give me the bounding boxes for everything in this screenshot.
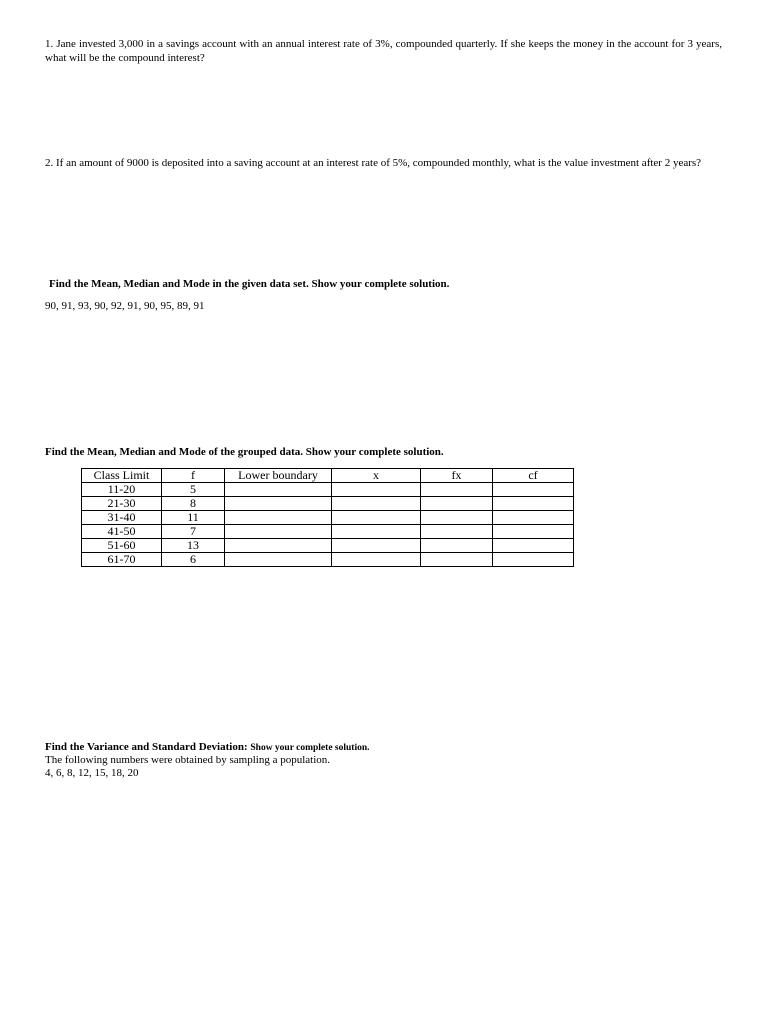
- cf-cell: [493, 539, 574, 553]
- midpoint-cell: [332, 539, 421, 553]
- midpoint-cell: [332, 525, 421, 539]
- frequency-cell: 7: [162, 525, 225, 539]
- fx-cell: [421, 525, 493, 539]
- midpoint-cell: [332, 511, 421, 525]
- cf-cell: [493, 553, 574, 567]
- frequency-cell: 13: [162, 539, 225, 553]
- lower-boundary-cell: [225, 483, 332, 497]
- table-row: [82, 539, 574, 553]
- variance-heading-title: Find the Variance and Standard Deviation:: [45, 741, 248, 753]
- midpoint-cell: [332, 553, 421, 567]
- header-cumulative-frequency: cf: [493, 469, 574, 483]
- table-header-row: [82, 469, 574, 483]
- header-frequency: f: [162, 469, 225, 483]
- frequency-cell: 5: [162, 483, 225, 497]
- lower-boundary-cell: [225, 525, 332, 539]
- lower-boundary-cell: [225, 511, 332, 525]
- frequency-cell: 6: [162, 553, 225, 567]
- question-2: 2. If an amount of 9000 is deposited into a saving account at an interest rate of 5%, compounded monthly, what is the value investment after 2 years?: [45, 157, 702, 169]
- header-lower-boundary: Lower boundary: [225, 469, 332, 483]
- mean-median-mode-heading: Find the Mean, Median and Mode in the given data set. Show your complete solution.: [49, 278, 450, 290]
- cf-cell: [493, 525, 574, 539]
- cf-cell: [493, 483, 574, 497]
- table-row: [82, 511, 574, 525]
- table-row: [82, 525, 574, 539]
- class-limit-cell: 51-60: [82, 539, 162, 553]
- grouped-data-heading: Find the Mean, Median and Mode of the grouped data. Show your complete solution.: [45, 446, 444, 458]
- fx-cell: [421, 497, 493, 511]
- midpoint-cell: [332, 497, 421, 511]
- fx-cell: [421, 483, 493, 497]
- cf-cell: [493, 511, 574, 525]
- class-limit-cell: 31-40: [82, 511, 162, 525]
- grouped-data-table: [81, 468, 574, 567]
- class-limit-cell: 41-50: [82, 525, 162, 539]
- cf-cell: [493, 497, 574, 511]
- class-limit-cell: 61-70: [82, 553, 162, 567]
- header-fx: fx: [421, 469, 493, 483]
- header-midpoint: x: [332, 469, 421, 483]
- table-row: [82, 497, 574, 511]
- variance-heading: [45, 741, 370, 755]
- header-class-limit: Class Limit: [82, 469, 162, 483]
- lower-boundary-cell: [225, 539, 332, 553]
- fx-cell: [421, 553, 493, 567]
- question-1: 1. Jane invested 3,000 in a savings account with an annual interest rate of 3%, compounded quarterly. If she keeps the money in the account for 3 years, what will be the compound interest?: [45, 38, 722, 64]
- variance-data-values: 4, 6, 8, 12, 15, 18, 20: [45, 767, 139, 779]
- table-row: [82, 553, 574, 567]
- class-limit-cell: 11-20: [82, 483, 162, 497]
- table-row: [82, 483, 574, 497]
- lower-boundary-cell: [225, 497, 332, 511]
- frequency-cell: 8: [162, 497, 225, 511]
- class-limit-cell: 21-30: [82, 497, 162, 511]
- frequency-cell: 11: [162, 511, 225, 525]
- fx-cell: [421, 539, 493, 553]
- variance-heading-note: Show your complete solution.: [250, 743, 370, 753]
- fx-cell: [421, 511, 493, 525]
- midpoint-cell: [332, 483, 421, 497]
- variance-description: The following numbers were obtained by sampling a population.: [45, 754, 331, 766]
- data-set-values: 90, 91, 93, 90, 92, 91, 90, 95, 89, 91: [45, 300, 205, 312]
- lower-boundary-cell: [225, 553, 332, 567]
